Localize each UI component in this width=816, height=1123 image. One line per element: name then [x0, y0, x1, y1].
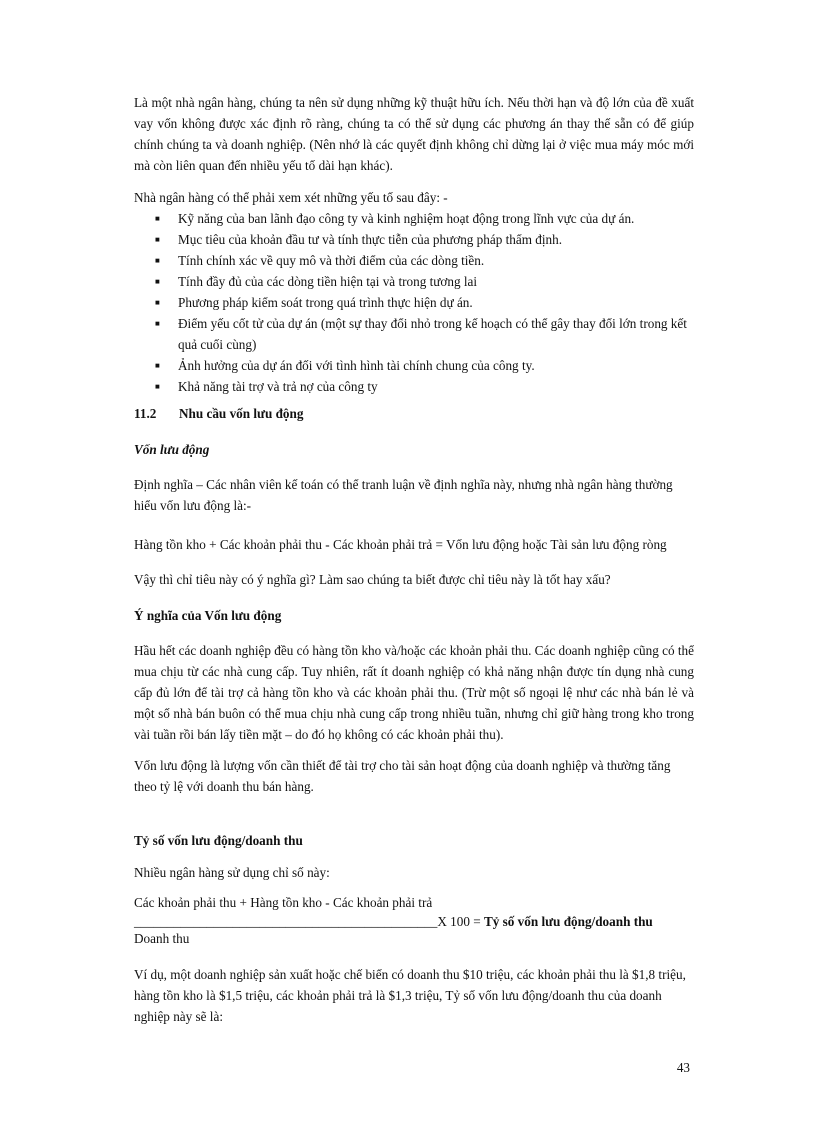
fraction-rule: ______________________________________________	[134, 914, 438, 929]
list-item: ■ Mục tiêu của khoản đầu tư và tính thực tiễn của phương pháp thẩm định.	[134, 229, 694, 250]
section-title: Nhu cầu vốn lưu động	[179, 406, 304, 421]
ratio-intro: Nhiều ngân hàng sử dụng chỉ số này:	[134, 865, 330, 880]
ratio-denominator: Doanh thu	[134, 931, 190, 946]
subheading-meaning: Ý nghĩa của Vốn lưu động	[134, 608, 282, 623]
bullet-icon: ■	[155, 298, 160, 307]
working-capital-paragraph: Vốn lưu động là lượng vốn cần thiết để tài trợ cho tài sản hoạt động của doanh nghiệp và thường tăng theo tỷ lệ với doanh thu bán hàng.	[134, 758, 671, 794]
intro-paragraph: Là một nhà ngân hàng, chúng ta nên sử dụng những kỹ thuật hữu ích. Nếu thời hạn và độ lớn của đề xuất vay vốn không được xác định rõ ràng, chúng ta có thể sử dụng các phương án thay thế sẵn có để giúp chính chúng ta và doanh nghiệp. (Nên nhớ là các quyết định không chỉ dừng lại ở việc mua máy móc mới mà còn liên quan đến nhiều yếu tố dài hạn khác).	[134, 95, 694, 173]
bullet-icon: ■	[155, 256, 160, 265]
subheading-ratio: Tỷ số vốn lưu động/doanh thu	[134, 833, 303, 848]
subheading-working-capital: Vốn lưu động	[134, 442, 210, 457]
list-item: ■ Điểm yếu cốt tử của dự án (một sự thay đổi nhỏ trong kế hoạch có thể gây thay đổi lớn trong kết quả cuối cùng)	[134, 313, 694, 355]
section-number: 11.2	[134, 406, 157, 421]
question-paragraph: Vậy thì chỉ tiêu này có ý nghĩa gì? Làm sao chúng ta biết được chỉ tiêu này là tốt hay xấu?	[134, 572, 611, 587]
list-item: ■ Kỹ năng của ban lãnh đạo công ty và kinh nghiệm hoạt động trong lĩnh vực của dự án.	[134, 208, 694, 229]
list-item: ■ Khả năng tài trợ và trả nợ của công ty	[134, 376, 694, 397]
ratio-result: Tỷ số vốn lưu động/doanh thu	[483, 914, 653, 929]
bullet-icon: ■	[155, 361, 160, 370]
page-number: 43	[676, 1060, 690, 1075]
list-item: ■ Ảnh hưởng của dự án đối với tình hình tài chính chung của công ty.	[134, 355, 694, 376]
bullet-icon: ■	[155, 277, 160, 286]
ratio-numerator: Các khoản phải thu + Hàng tồn kho - Các khoản phải trả	[134, 895, 433, 910]
list-item: ■ Phương pháp kiểm soát trong quá trình thực hiện dự án.	[134, 292, 694, 313]
bullet-icon: ■	[155, 214, 160, 223]
factors-list	[134, 208, 694, 397]
bullet-icon: ■	[155, 319, 160, 328]
meaning-paragraph: Hầu hết các doanh nghiệp đều có hàng tồn kho và/hoặc các khoản phải thu. Các doanh nghiệp cũng có thể mua chịu từ các nhà cung cấp. Tuy nhiên, rất ít doanh nghiệp có khả năng nhận được tín dụng nhà cung cấp đủ lớn để tài trợ cả hàng tồn kho và các khoản phải thu. (Trừ một số ngoại lệ như các nhà bán lẻ và một số nhà bán buôn có thể mua chịu nhà cung cấp trong nhiều tuần, nhưng chỉ giữ hàng trong kho trong vài tuần rồi bán lấy tiền mặt – do đó họ không có các khoản phải thu).	[134, 643, 694, 742]
bullet-icon: ■	[155, 235, 160, 244]
bullet-icon: ■	[155, 382, 160, 391]
list-item: ■ Tính đầy đủ của các dòng tiền hiện tại và trong tương lai	[134, 271, 694, 292]
list-item: ■ Tính chính xác về quy mô và thời điểm của các dòng tiền.	[134, 250, 694, 271]
factors-intro: Nhà ngân hàng có thể phải xem xét những yếu tố sau đây: -	[134, 190, 448, 205]
ratio-multiplier: X 100 =	[437, 914, 484, 929]
definition-paragraph: Định nghĩa – Các nhân viên kế toán có thể tranh luận về định nghĩa này, nhưng nhà ngân hàng thường hiểu vốn lưu động là:-	[134, 477, 673, 513]
working-capital-formula: Hàng tồn kho + Các khoản phải thu - Các khoản phải trả = Vốn lưu động hoặc Tài sản lưu động ròng	[134, 537, 667, 552]
section-heading	[134, 403, 694, 424]
example-paragraph: Ví dụ, một doanh nghiệp sản xuất hoặc chế biến có doanh thu $10 triệu, các khoản phải thu là $1,8 triệu, hàng tồn kho là $1,5 triệu, các khoản phải trả là $1,3 triệu, Tỷ số vốn lưu động/doanh thu của doanh nghiệp này sẽ là:	[134, 967, 686, 1024]
